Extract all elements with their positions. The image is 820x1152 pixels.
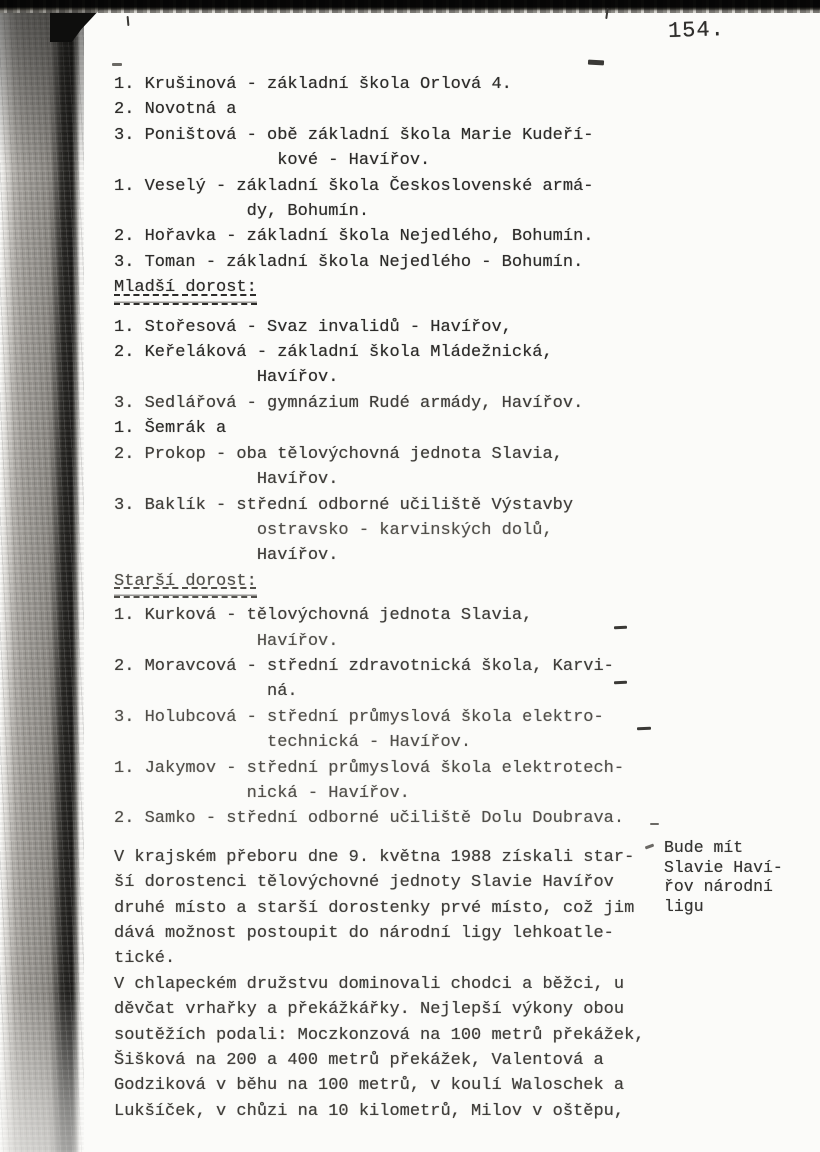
- document-line: technická - Havířov.: [114, 733, 472, 753]
- typed-document: [114, 72, 674, 1124]
- scan-top-edge: [0, 0, 820, 13]
- document-line: 3. Baklík - střední odborné učiliště Výstavby: [114, 495, 574, 515]
- document-line: 1. Stořesová - Svaz invalidů - Havířov,: [114, 317, 512, 337]
- document-line: V chlapeckém družstvu dominovali chodci a běžci, u: [114, 974, 625, 994]
- margin-note-line: Bude mít: [664, 838, 744, 857]
- document-line: V krajském přeboru dne 9. května 1988 získali star-: [114, 847, 635, 867]
- document-line: Havířov.: [114, 631, 339, 651]
- section-heading: [114, 569, 674, 598]
- pencil-mark: [614, 681, 627, 684]
- document-line: Havířov.: [114, 470, 339, 490]
- margin-note-line: řov národní: [664, 877, 773, 896]
- book-binding-edge: [0, 0, 84, 1152]
- pencil-mark: [112, 63, 122, 66]
- document-line: 1. Veselý - základní škola Československé armá-: [114, 176, 594, 196]
- document-line: 2. Novotná a: [114, 100, 237, 120]
- pencil-mark: [637, 727, 651, 730]
- document-line: tické.: [114, 949, 176, 969]
- document-line: ší dorostenci tělovýchovné jednoty Slavie Havířov: [114, 873, 614, 893]
- document-line: Godziková v běhu na 100 metrů, v koulí Waloschek a: [114, 1076, 625, 1096]
- document-line: ostravsko - karvinských dolů,: [114, 520, 553, 540]
- document-line: 3. Poništová - obě základní škola Marie Kudeří-: [114, 125, 594, 145]
- document-line: 1. Kurková - tělovýchovná jednota Slavia,: [114, 606, 533, 626]
- binding-texture: [0, 0, 84, 1152]
- page-number: 154.: [667, 17, 726, 44]
- margin-note-line: Slavie Haví-: [664, 857, 783, 877]
- section-heading-text: Starší dorost:: [114, 569, 257, 598]
- document-line: kové - Havířov.: [114, 151, 431, 171]
- margin-note: [664, 838, 804, 916]
- section-heading: [114, 275, 674, 304]
- document-line: Šišková na 200 a 400 metrů překážek, Valentová a: [114, 1051, 604, 1071]
- document-line: dává možnost postoupit do národní ligy lehkoatle-: [114, 924, 614, 943]
- document-line: 2. Moravcová - střední zdravotnická škola, Karvi-: [114, 656, 614, 676]
- document-line: ná.: [114, 682, 298, 702]
- document-line: 3. Holubcová - střední průmyslová škola elektro-: [114, 707, 604, 727]
- binding-bottom-fade: [0, 992, 84, 1152]
- document-line: 3. Sedlářová - gymnázium Rudé armády, Havířov.: [114, 393, 584, 413]
- document-line: 2. Prokop - oba tělovýchovná jednota Slavia,: [114, 444, 563, 464]
- document-line: 1. Jakymov - střední průmyslová škola elektrotech-: [114, 758, 625, 778]
- document-line: dy, Bohumín.: [114, 202, 370, 222]
- pencil-mark: [614, 626, 627, 629]
- document-line: děvčat vrhařky a překážkářky. Nejlepší výkony obou: [114, 1000, 625, 1020]
- section-heading-text: Mladší dorost:: [114, 275, 257, 304]
- document-line: nická - Havířov.: [114, 783, 410, 803]
- pencil-mark: [605, 8, 609, 19]
- pencil-mark: [127, 16, 130, 26]
- document-line: Havířov.: [114, 546, 339, 566]
- document-line: soutěžích podali: Moczkonzová na 100 metrů překážek,: [114, 1025, 645, 1045]
- document-line: 2. Samko - střední odborné učiliště Dolu Doubrava.: [114, 809, 625, 829]
- margin-note-line: ligu: [664, 896, 704, 916]
- document-line: Havířov.: [114, 368, 339, 388]
- document-line: 1. Krušinová - základní škola Orlová 4.: [114, 75, 512, 94]
- document-line: 3. Toman - základní škola Nejedlého - Bohumín.: [114, 252, 584, 272]
- pencil-mark: [588, 60, 604, 66]
- pencil-mark: [650, 823, 659, 825]
- document-line: druhé místo a starší dorostenky prvé místo, což jim: [114, 898, 635, 918]
- document-line: 2. Hořavka - základní škola Nejedlého, Bohumín.: [114, 227, 594, 247]
- document-line: 1. Šemrák a: [114, 419, 227, 439]
- document-line: Lukšíček, v chůzi na 10 kilometrů, Milov v oštěpu,: [114, 1101, 625, 1121]
- document-line: 2. Keřeláková - základní škola Mládežnická,: [114, 343, 553, 363]
